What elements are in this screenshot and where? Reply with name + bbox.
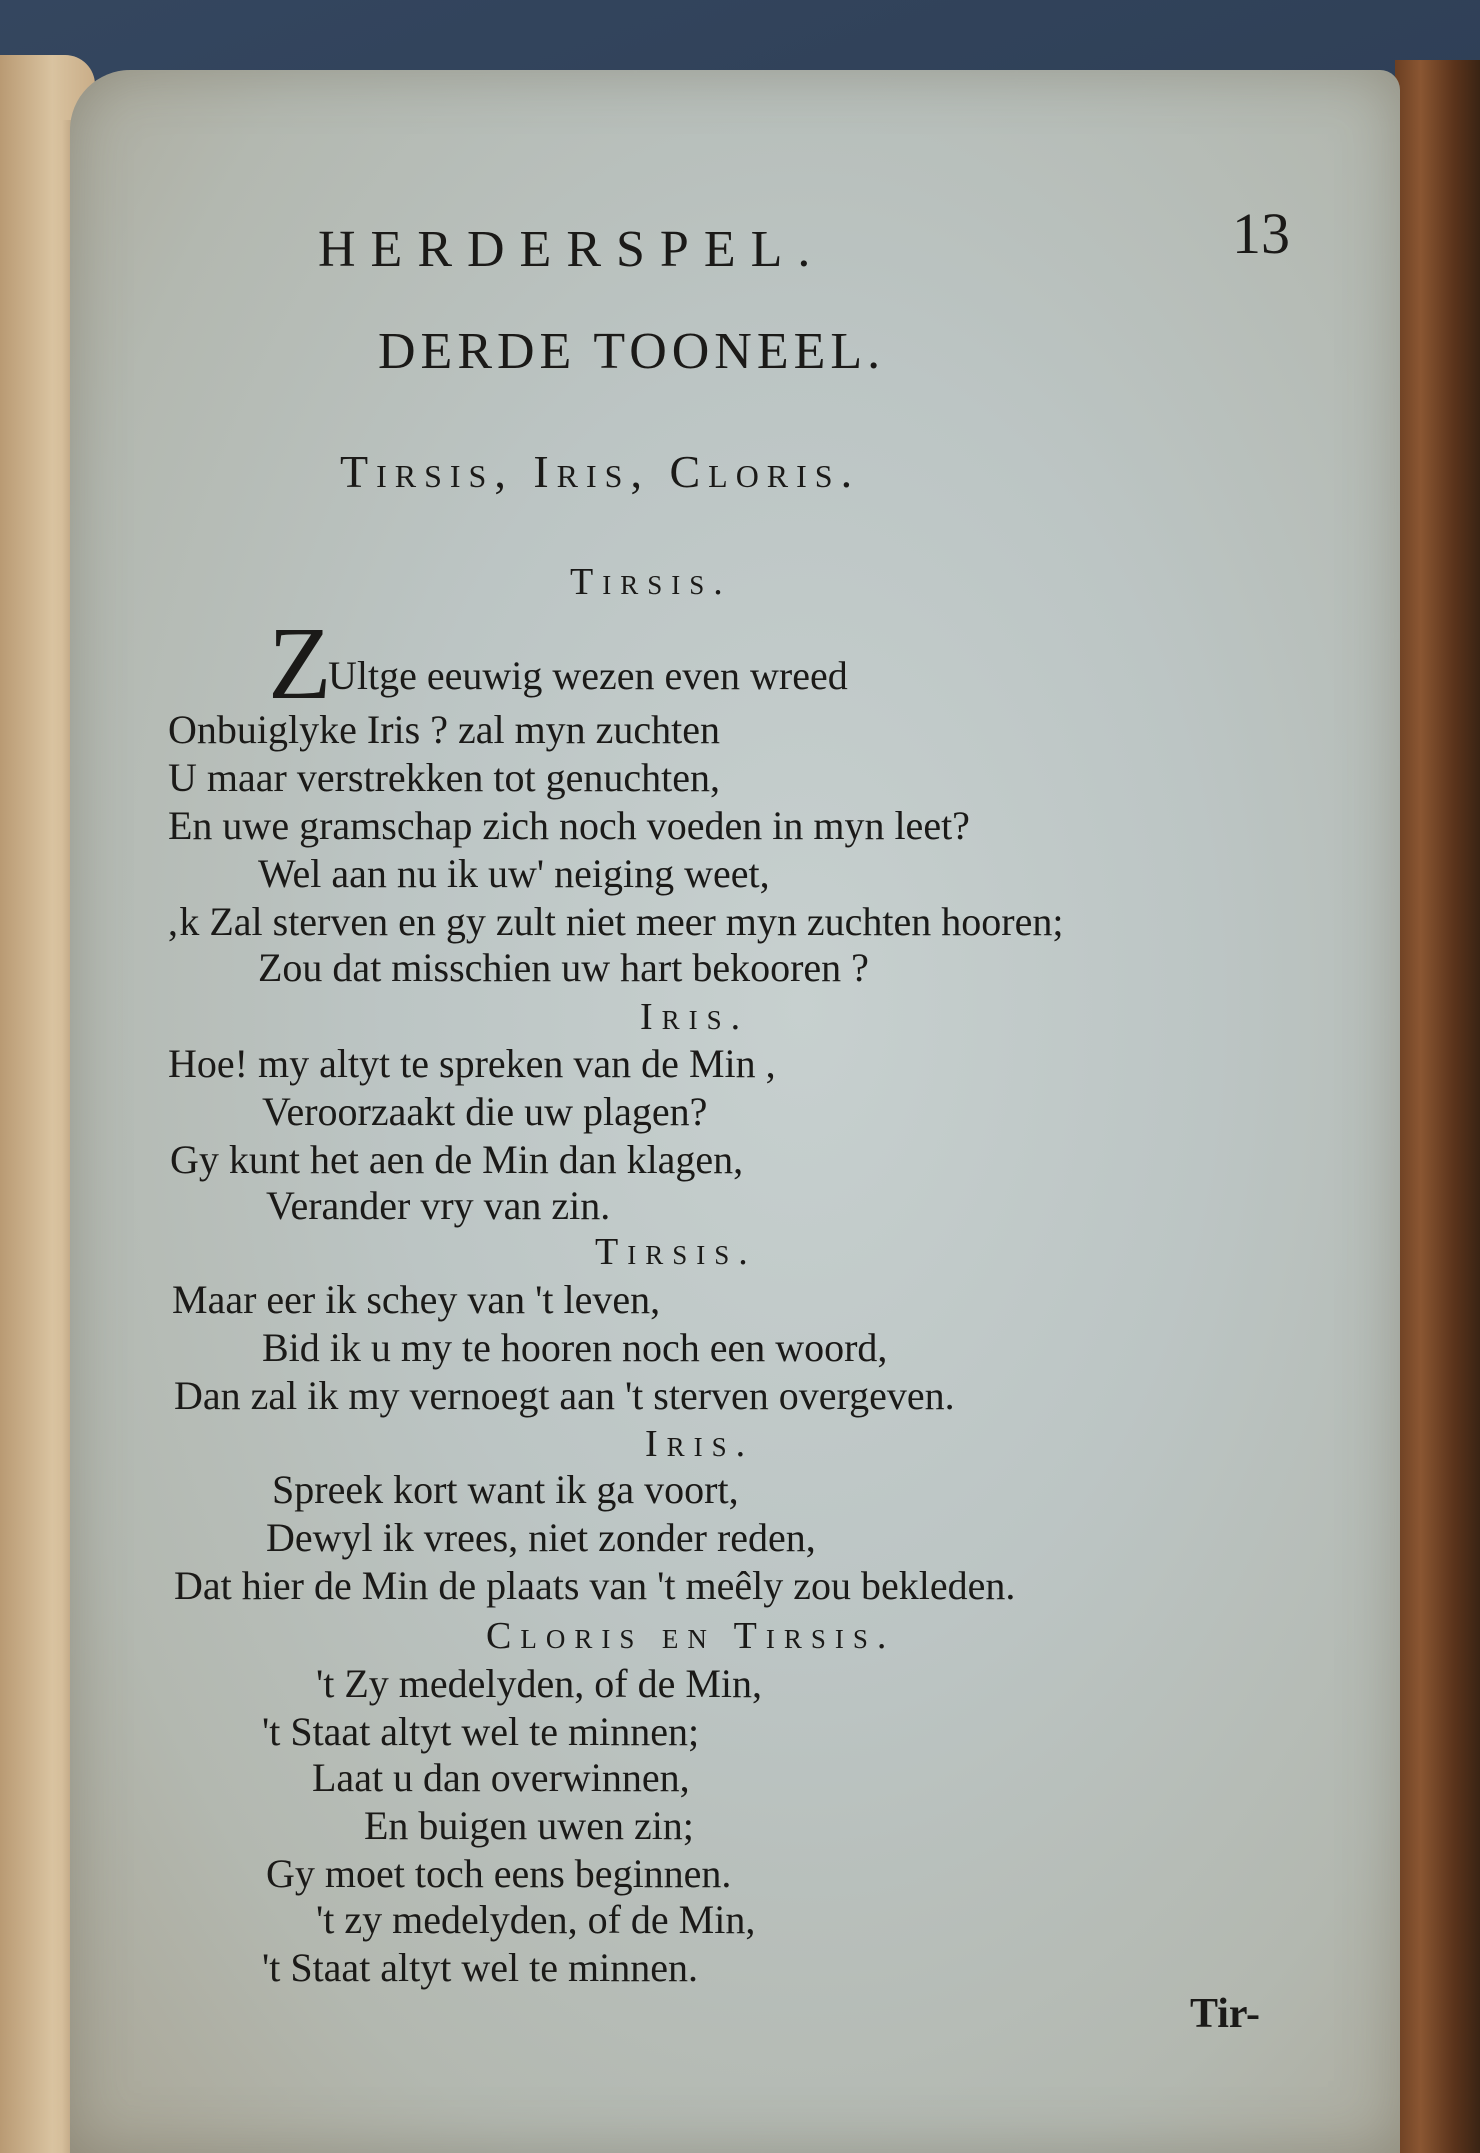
verse-line: 't Staat altyt wel te minnen. xyxy=(262,1945,698,1990)
verse-line: Gy kunt het aen de Min dan klagen, xyxy=(170,1137,744,1182)
speaker-heading: Tirsis. xyxy=(595,1231,757,1273)
verse-line: Verander vry van zin. xyxy=(266,1183,611,1228)
verse-line: Gy moet toch eens beginnen. xyxy=(266,1851,732,1896)
verse-line: Bid ik u my te hooren noch een woord, xyxy=(262,1325,888,1370)
scene-title: DERDE TOONEEL. xyxy=(378,323,886,380)
speaker-heading: Iris. xyxy=(645,1423,755,1465)
verse-line: Ultge eeuwig wezen even wreed xyxy=(328,653,848,698)
verse-line: Hoe! my altyt te spreken van de Min , xyxy=(168,1041,776,1086)
verse-line: Onbuiglyke Iris ? zal myn zuchten xyxy=(168,707,721,752)
drop-cap: Z xyxy=(268,606,332,721)
speaker-heading: Iris. xyxy=(640,996,750,1038)
catchword: Tir- xyxy=(1190,1991,1260,2037)
verse-line: Dewyl ik vrees, niet zonder reden, xyxy=(266,1515,816,1560)
verse-line: 't zy medelyden, of de Min, xyxy=(316,1897,756,1942)
speaker-heading: Tirsis. xyxy=(570,561,732,603)
running-head: HERDERSPEL. xyxy=(318,221,826,278)
verse-line: Veroorzaakt die uw plagen? xyxy=(262,1089,708,1134)
verse-line: En uwe gramschap zich noch voeden in myn leet? xyxy=(168,803,970,848)
verse-line: Dan zal ik my vernoegt aan 't sterven overgeven. xyxy=(174,1373,955,1418)
verse-line: 't Staat altyt wel te minnen; xyxy=(262,1709,700,1754)
speaker-heading: Cloris en Tirsis. xyxy=(486,1615,896,1657)
verse-line: 't Zy medelyden, of de Min, xyxy=(316,1661,762,1706)
verse-line: Spreek kort want ik ga voort, xyxy=(272,1467,739,1512)
verse-line: En buigen uwen zin; xyxy=(364,1803,694,1848)
verse-line: Zou dat misschien uw hart bekooren ? xyxy=(258,945,869,990)
verse-line: Dat hier de Min de plaats van 't meêly zou bekleden. xyxy=(174,1563,1016,1608)
verse-line: ‚k Zal sterven en gy zult niet meer myn zuchten hooren; xyxy=(166,899,1064,944)
page-number: 13 xyxy=(1232,201,1290,266)
verse-line: Maar eer ik schey van 't leven, xyxy=(172,1277,661,1322)
book-fore-edge xyxy=(1395,60,1480,2153)
verse-line: Wel aan nu ik uw' neiging weet, xyxy=(258,851,770,896)
verse-line: U maar verstrekken tot genuchten, xyxy=(168,755,721,800)
verse-line: Laat u dan overwinnen, xyxy=(312,1755,690,1800)
cast-list: Tirsis, Iris, Cloris. xyxy=(340,446,861,497)
